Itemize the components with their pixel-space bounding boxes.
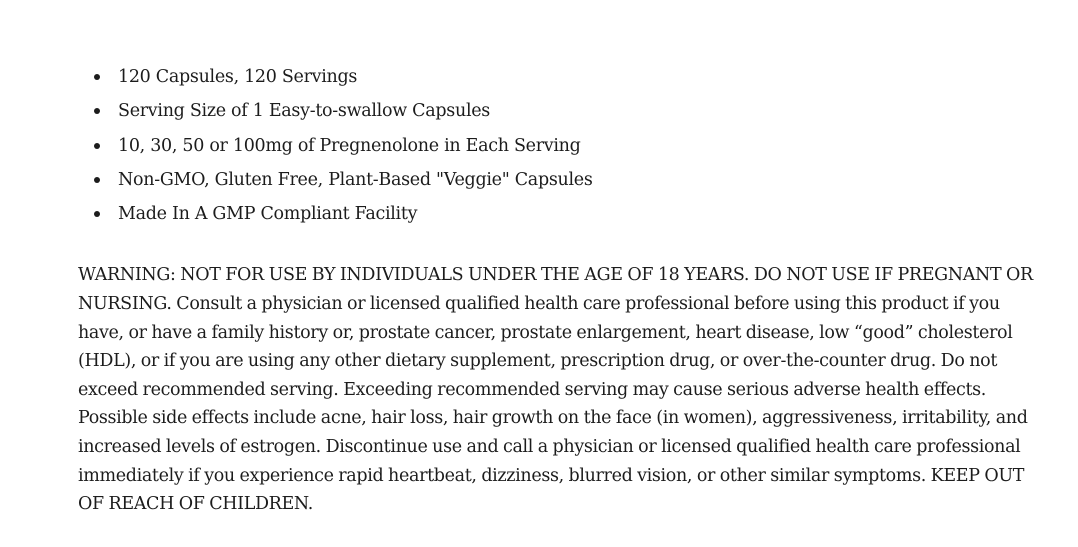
feature-text: Serving Size of 1 Easy-to-swallow Capsules <box>118 101 490 122</box>
bullet-icon <box>94 74 100 80</box>
warning-paragraph: WARNING: NOT FOR USE BY INDIVIDUALS UNDER THE AGE OF 18 YEARS. DO NOT USE IF PREGNANT OR NURSING. Consult a physician or licensed qualified health care professional before using this product if you have, or have a family history or, prostate cancer, prostate enlargement, heart disease, low “good” cholesterol (HDL), or if you are using any other dietary supplement, prescription drug, or over-the-counter drug. Do not exceed recommended serving. Exceeding recommended serving may cause serious adverse health effects. Possible side effects include acne, hair loss, hair growth on the face (in women), aggressiveness, irritability, and increased levels of estrogen. Discontinue use and call a physician or licensed qualified health care professional immediately if you experience rapid heartbeat, dizziness, blurred vision, or other similar symptoms. KEEP OUT OF REACH OF CHILDREN. <box>78 265 1033 515</box>
product-info <box>78 60 1043 519</box>
feature-text: 10, 30, 50 or 100mg of Pregnenolone in Each Serving <box>118 135 581 156</box>
feature-list <box>94 60 1043 231</box>
feature-item <box>94 60 1043 94</box>
bullet-icon <box>94 143 100 149</box>
feature-item <box>94 197 1043 231</box>
bullet-icon <box>94 211 100 217</box>
feature-text: Non-GMO, Gluten Free, Plant-Based "Veggie" Capsules <box>118 169 593 190</box>
feature-item <box>94 94 1043 128</box>
feature-item <box>94 129 1043 163</box>
feature-item <box>94 163 1043 197</box>
bullet-icon <box>94 177 100 183</box>
feature-text: Made In A GMP Compliant Facility <box>118 204 418 225</box>
feature-text: 120 Capsules, 120 Servings <box>118 67 358 87</box>
bullet-icon <box>94 108 100 114</box>
